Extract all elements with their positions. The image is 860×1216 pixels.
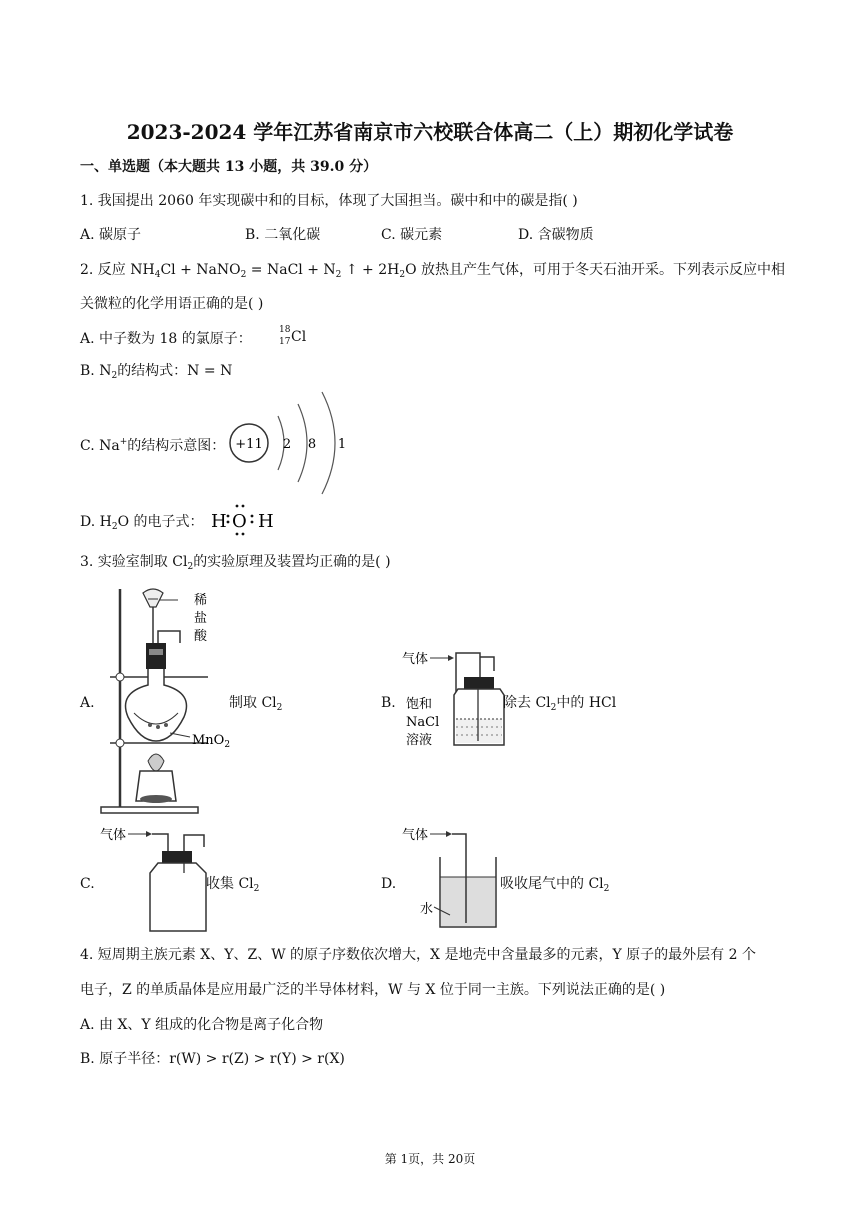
q3-option-c-caption: 收集 $Cl_2$ xyxy=(206,876,260,894)
shell-2-electrons: 8 xyxy=(307,437,317,452)
solution-label-2: NaCl xyxy=(406,715,440,730)
reagent-label-3: 酸 xyxy=(194,629,208,644)
sodium-ion-structure-diagram xyxy=(226,386,356,498)
reagent-label-2: 盐 xyxy=(194,611,208,626)
q1-option-a: A. 碳原子 xyxy=(80,227,142,243)
page-footer: 第 1页，共 20页 xyxy=(384,1152,476,1166)
solution-label-3: 溶液 xyxy=(406,733,433,748)
q3-option-d-label: D. xyxy=(381,876,397,892)
water-label: 水 xyxy=(420,902,434,917)
q3-option-d-caption: 吸收尾气中的 $Cl_2$ xyxy=(500,876,610,894)
section-heading: 一、单选题（本大题共 13 小题，共 39.0 分） xyxy=(80,159,378,175)
q3-option-b-caption: 除去 $Cl_2$中的 HCl xyxy=(503,695,617,713)
q2-stem-line2: 关微粒的化学用语正确的是( ) xyxy=(80,296,264,312)
q3-option-b-label: B. xyxy=(381,695,396,711)
q1-stem: 1. 我国提出 2060 年实现碳中和的目标，体现了大国担当。碳中和中的碳是指( ) xyxy=(80,193,578,209)
q1-option-d: D. 含碳物质 xyxy=(518,227,594,243)
q1-option-b: B. 二氧化碳 xyxy=(245,227,321,243)
chlorine-isotope-symbol: 18 17 Cl xyxy=(279,325,307,347)
q4-option-a: A. 由 X、Y 组成的化合物是离子化合物 xyxy=(80,1017,324,1033)
solution-label-1: 饱和 xyxy=(406,697,433,712)
q3-option-a-caption: 制取 $Cl_2$ xyxy=(229,695,283,713)
q2-stem-line1: 2. 反应 $NH_4Cl$ + NaNO$_2$ = NaCl + $N_2$ ↑ + $2H_2O$ 放热且产生气体，可用于冬天石油开采。下列表示反应中相 xyxy=(80,262,785,280)
shell-1-electrons: 2 xyxy=(282,437,292,452)
svg-text:H: H xyxy=(258,511,274,532)
tail-gas-absorption-apparatus xyxy=(400,823,504,935)
q3-option-a-label: A. xyxy=(80,695,95,711)
gas-inlet-label: 气体 xyxy=(402,828,429,843)
washing-bottle-apparatus xyxy=(400,647,510,757)
gas-inlet-label: 气体 xyxy=(100,828,127,843)
page-title: 2023-2024 学年江苏省南京市六校联合体高二（上）期初化学试卷 xyxy=(126,120,734,144)
q4-stem-line2: 电子，Z 的单质晶体是应用最广泛的半导体材料，W 与 X 位于同一主族。下列说法正确的是( ) xyxy=(80,982,666,998)
q2-option-a: A. 中子数为 18 的氯原子： xyxy=(80,331,252,347)
svg-text:H: H xyxy=(211,511,227,532)
gas-inlet-label: 气体 xyxy=(402,652,429,667)
q4-stem-line1: 4. 短周期主族元素 X、Y、Z、W 的原子序数依次增大，X 是地壳中含量最多的元素，Y 原子的最外层有 2 个 xyxy=(80,947,756,963)
chlorine-generator-apparatus xyxy=(98,585,238,817)
gas-collection-apparatus xyxy=(98,823,216,935)
q3-stem: 3. 实验室制取 $Cl_2$的实验原理及装置均正确的是( ) xyxy=(80,554,391,572)
nucleus-charge: +11 xyxy=(235,437,263,452)
q2-option-b: B. $N_2$的结构式：N = N xyxy=(80,363,233,381)
shell-3-electrons: 1 xyxy=(337,437,347,452)
reagent-label-1: 稀 xyxy=(194,593,208,608)
q4-option-b: B. 原子半径：r(W) > r(Z) > r(Y) > r(X) xyxy=(80,1051,345,1067)
water-electron-formula xyxy=(206,502,278,538)
q2-option-c: C. Na+的结构示意图： xyxy=(80,437,226,454)
q1-option-c: C. 碳元素 xyxy=(381,227,443,243)
q2-option-d: D. $H_2O$ 的电子式： xyxy=(80,514,204,532)
svg-text:O: O xyxy=(232,511,247,532)
solid-reagent-label: MnO$_2$ xyxy=(192,733,231,750)
q3-option-c-label: C. xyxy=(80,876,95,892)
